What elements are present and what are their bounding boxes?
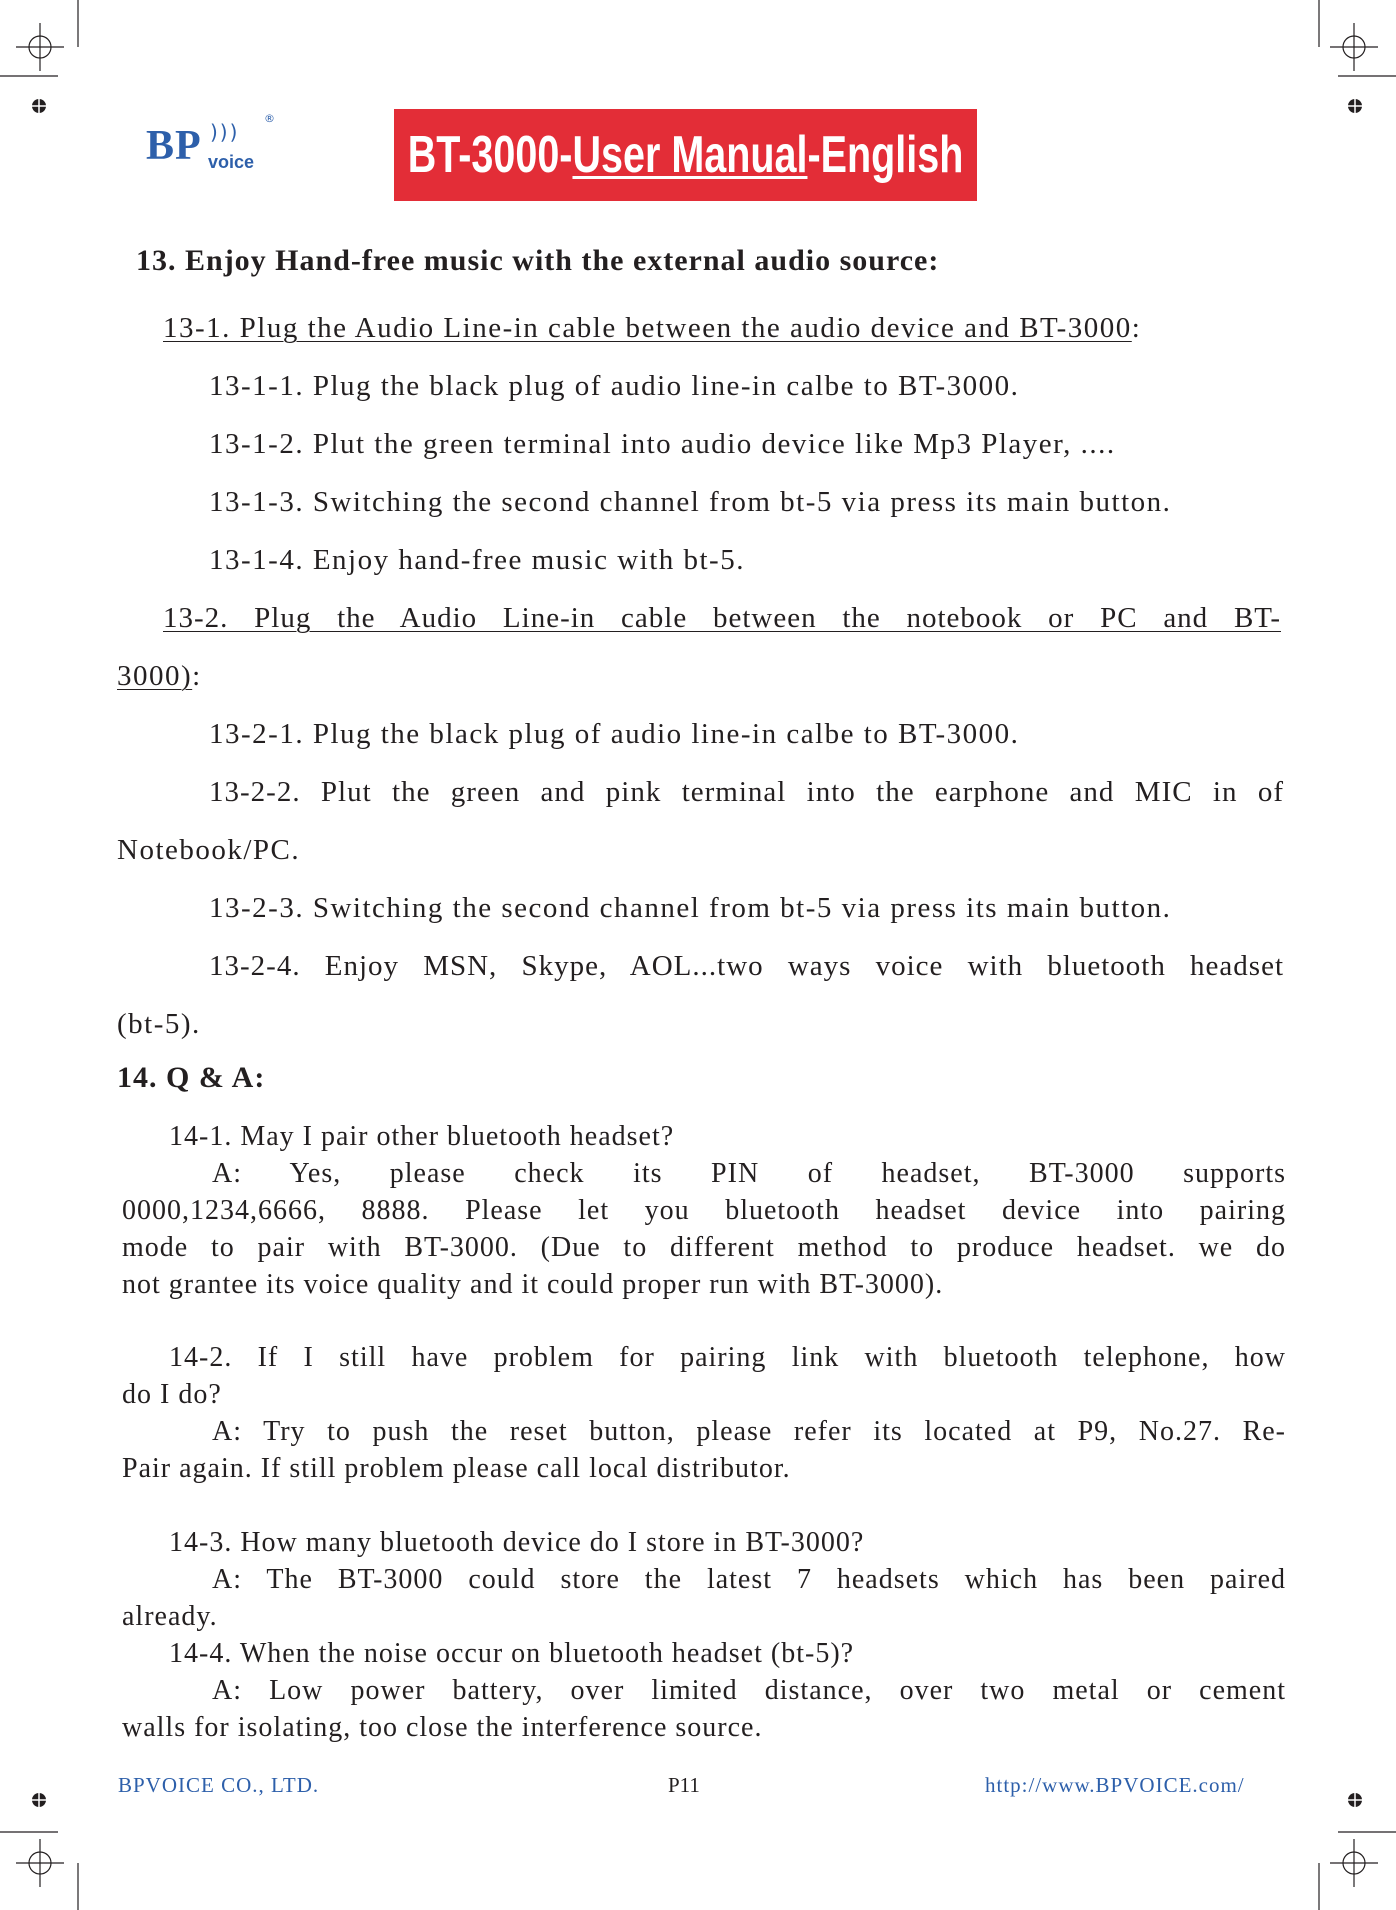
step-13-1-2: 13-1-2. Plut the green terminal into audio device like Mp3 Player, .... [209,428,1116,460]
logo-subtext: voice [208,152,255,172]
title-prefix: BT-3000- [407,126,573,184]
qa-4-answer-line1: A: Low power battery, over limited distance, over two metal or cement [212,1675,1286,1706]
step-13-1-4: 13-1-4. Enjoy hand-free music with bt-5. [209,544,745,576]
qa-2-answer-line1: A: Try to push the reset button, please refer its located at P9, No.27. Re- [212,1416,1286,1447]
qa-4-question: 14-4. When the noise occur on bluetooth headset (bt-5)? [169,1638,855,1669]
subsection-13-1-colon: : [1131,312,1142,344]
footer-page-number: P11 [668,1773,700,1797]
step-13-1-1: 13-1-1. Plug the black plug of audio line-in calbe to BT-3000. [209,370,1020,402]
section-14-heading: 14. Q & A: [117,1061,266,1094]
qa-1-answer-line2: 0000,1234,6666, 8888. Please let you bluetooth headset device into pairing [122,1195,1286,1226]
step-13-2-1: 13-2-1. Plug the black plug of audio line-in calbe to BT-3000. [209,718,1020,750]
qa-2-answer-line2: Pair again. If still problem please call local distributor. [122,1453,791,1484]
qa-1-answer-line4: not grantee its voice quality and it could proper run with BT-3000). [122,1269,944,1300]
qa-1-answer-line3: mode to pair with BT-3000. (Due to different method to produce headset. we do [122,1232,1286,1263]
footer-url[interactable]: http://www.BPVOICE.com/ [985,1773,1245,1797]
qa-3-question: 14-3. How many bluetooth device do I store in BT-3000? [169,1527,865,1558]
page-title [408,125,964,185]
qa-2-question-line1: 14-2. If I still have problem for pairing link with bluetooth telephone, how [169,1342,1286,1373]
footer-company: BPVOICE CO., LTD. [118,1773,320,1797]
logo-waves-icon: ))) [210,120,240,144]
qa-1-answer-line1: A: Yes, please check its PIN of headset, BT-3000 supports [212,1158,1286,1189]
step-13-2-2-line2: Notebook/PC. [117,834,301,866]
qa-1-question: 14-1. May I pair other bluetooth headset? [169,1121,675,1152]
title-underlined: User Manual [572,126,808,184]
qa-3-answer-line2: already. [122,1601,218,1632]
step-13-1-3: 13-1-3. Switching the second channel from bt-5 via press its main button. [209,486,1172,518]
logo-registered-mark: ® [264,112,275,125]
bpvoice-logo [146,112,275,172]
subsection-13-2-title-line2 [117,660,202,693]
step-13-2-4-line2: (bt-5). [117,1008,201,1040]
section-13-heading: 13. Enjoy Hand-free music with the external audio source: [136,244,940,277]
step-13-2-3: 13-2-3. Switching the second channel from bt-5 via press its main button. [209,892,1172,924]
qa-2-question-line2: do I do? [122,1379,222,1410]
subsection-13-2-title-line2-text: 3000) [117,660,193,692]
qa-3-answer-line1: A: The BT-3000 could store the latest 7 headsets which has been paired [212,1564,1286,1595]
subsection-13-2-title-line1: 13-2. Plug the Audio Line-in cable between the notebook or PC and BT- [163,602,1281,634]
logo-text: BP [146,123,202,169]
title-banner [394,109,977,201]
step-13-2-2-line1: 13-2-2. Plut the green and pink terminal into the earphone and MIC in of [209,776,1284,808]
subsection-13-2-colon: : [192,660,202,692]
subsection-13-1-title [163,312,1141,345]
title-suffix: -English [807,126,964,184]
qa-4-answer-line2: walls for isolating, too close the interference source. [122,1712,763,1743]
step-13-2-4-line1: 13-2-4. Enjoy MSN, Skype, AOL...two ways voice with bluetooth headset [209,950,1284,982]
subsection-13-1-title-text: 13-1. Plug the Audio Line-in cable between the audio device and BT-3000 [163,312,1132,344]
